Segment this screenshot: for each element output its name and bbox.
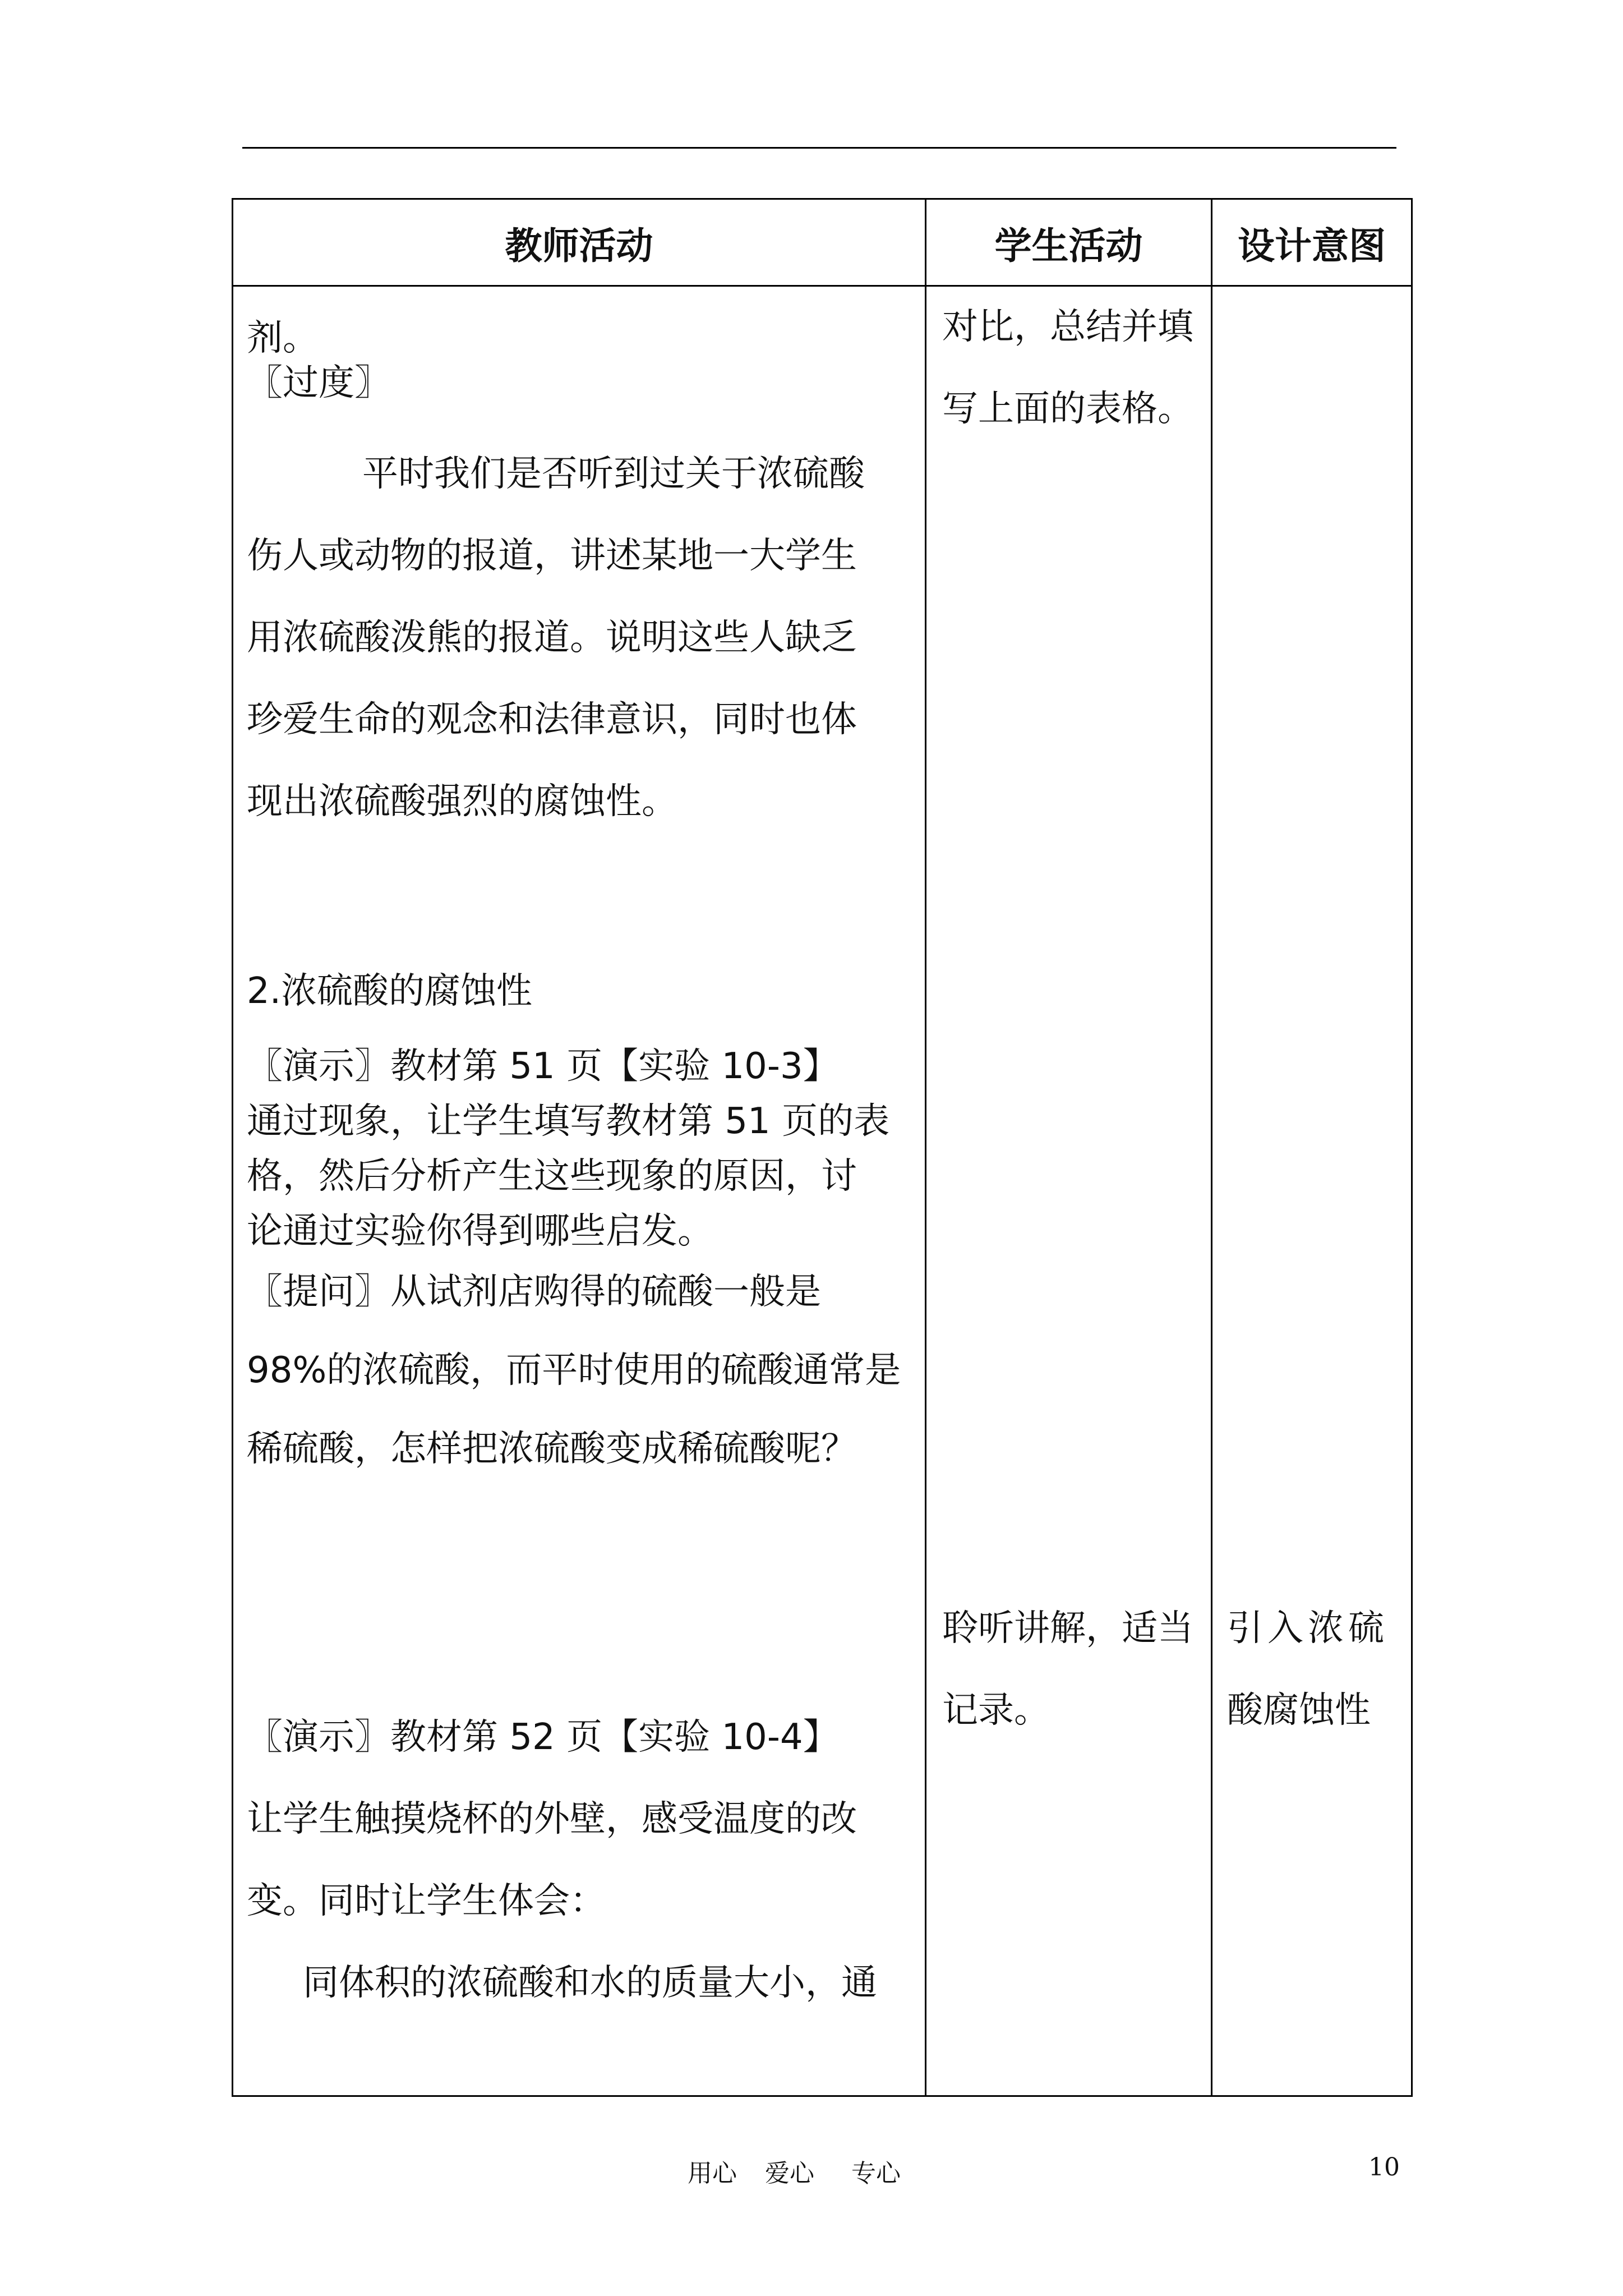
design-line: 引入浓硫 [1227, 1608, 1389, 1649]
design-intent-cell [1212, 286, 1412, 2096]
teacher-line: 98%的浓硫酸，而平时使用的硫酸通常是 [247, 1350, 901, 1391]
student-line: 聆听讲解，适当 [942, 1608, 1193, 1649]
teacher-line: 〖演示〗教材第 51 页【实验 10-3】 [247, 1046, 839, 1087]
teacher-activity-header: 教师活动 [233, 199, 926, 286]
table-header-row [233, 199, 1412, 286]
teacher-line: 变。同时让学生体会： [247, 1880, 606, 1922]
design-line: 酸腐蚀性 [1227, 1690, 1371, 1731]
student-activity-header: 学生活动 [926, 199, 1212, 286]
page-number: 10 [1368, 2153, 1400, 2182]
student-activity-cell [926, 286, 1212, 2096]
student-line: 记录。 [942, 1690, 1050, 1731]
teacher-line: 通过现象，让学生填写教材第 51 页的表 [247, 1101, 890, 1142]
footer-motto-2: 爱心 [765, 2159, 814, 2188]
design-intent-header: 设计意图 [1212, 199, 1412, 286]
teacher-line: 现出浓硫酸强烈的腐蚀性。 [247, 781, 677, 822]
student-line: 对比，总结并填 [942, 306, 1193, 348]
teacher-line: 伤人或动物的报道，讲述某地一大学生 [247, 535, 857, 577]
header-rule [242, 147, 1396, 149]
teacher-line: 用浓硫酸泼熊的报道。说明这些人缺乏 [247, 617, 857, 659]
teacher-line: 同体积的浓硫酸和水的质量大小，通 [303, 1962, 877, 2004]
student-line: 写上面的表格。 [942, 388, 1193, 430]
teacher-line: 珍爱生命的观念和法律意识，同时也体 [247, 699, 857, 740]
teacher-line: 稀硫酸，怎样把浓硫酸变成稀硫酸呢？ [247, 1428, 857, 1470]
teacher-line: 论通过实验你得到哪些启发。 [247, 1211, 713, 1252]
teacher-line: 2.浓硫酸的腐蚀性 [247, 970, 533, 1012]
teacher-line: 格，然后分析产生这些现象的原因，讨 [247, 1156, 857, 1197]
footer-motto-3: 专心 [851, 2159, 901, 2188]
teacher-line: 让学生触摸烧杯的外壁，感受温度的改 [247, 1798, 857, 1840]
lesson-table [232, 198, 1413, 2097]
teacher-line: 剂。 [247, 318, 319, 359]
teacher-line: 〖提问〗从试剂店购得的硫酸一般是 [247, 1271, 821, 1313]
teacher-line: 〖演示〗教材第 52 页【实验 10-4】 [247, 1717, 839, 1758]
table-row [233, 286, 1412, 2096]
footer-motto-1: 用心 [688, 2159, 737, 2188]
teacher-activity-cell [233, 286, 926, 2096]
teacher-line: 平时我们是否听到过关于浓硫酸 [362, 453, 865, 495]
teacher-line: 〖过度〗 [247, 362, 390, 404]
